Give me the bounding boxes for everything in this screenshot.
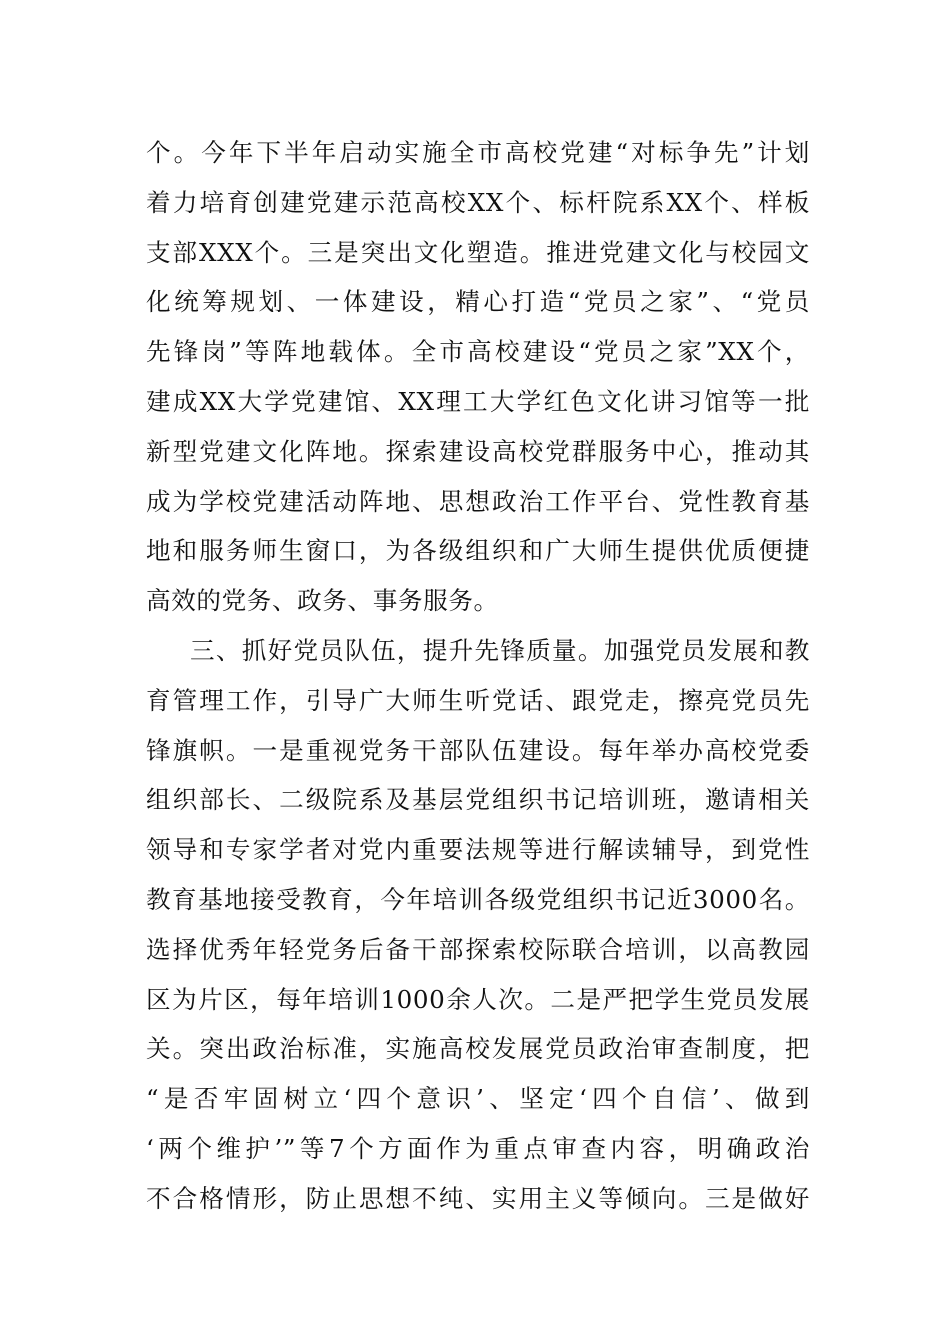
text-line: 个。今年下半年启动实施全市高校党建“对标争先”计划	[146, 138, 810, 167]
text-line: 区为片区，每年培训1000余人次。二是严把学生党员发展	[146, 984, 810, 1014]
text-line: 高效的党务、政务、事务服务。	[146, 586, 499, 616]
text-line: 新型党建文化阵地。探索建设高校党群服务中心，推动其	[146, 436, 810, 466]
text-line: 教育基地接受教育，今年培训各级党组织书记近3000名。	[146, 884, 810, 914]
paragraph-start-line: 三、抓好党员队伍，提升先锋质量。加强党员发展和教	[190, 635, 810, 665]
text-line: 成为学校党建活动阵地、思想政治工作平台、党性教育基	[146, 486, 810, 516]
text-line: 组织部长、二级院系及基层党组织书记培训班，邀请相关	[146, 785, 810, 815]
text-line: 领导和专家学者对党内重要法规等进行解读辅导，到党性	[146, 835, 810, 865]
body-text	[146, 128, 810, 1224]
text-line: 关。突出政治标准，实施高校发展党员政治审查制度，把	[146, 1034, 810, 1064]
text-line: 支部XXX个。三是突出文化塑造。推进党建文化与校园文	[146, 237, 810, 267]
text-line: 选择优秀年轻党务后备干部探索校际联合培训，以高教园	[146, 934, 810, 964]
text-line: ‘两个维护’”等7个方面作为重点审查内容，明确政治	[146, 1133, 810, 1163]
text-line: 着力培育创建党建示范高校XX个、标杆院系XX个、样板	[146, 187, 810, 217]
text-line: 化统筹规划、一体建设，精心打造“党员之家”、“党员	[146, 287, 810, 317]
text-line: 不合格情形，防止思想不纯、实用主义等倾向。三是做好	[146, 1183, 810, 1213]
text-line: 建成XX大学党建馆、XX理工大学红色文化讲习馆等一批	[146, 386, 810, 416]
text-line: 地和服务师生窗口，为各级组织和广大师生提供优质便捷	[146, 536, 810, 566]
text-line: 育管理工作，引导广大师生听党话、跟党走，擦亮党员先	[146, 685, 810, 715]
text-line: 锋旗帜。一是重视党务干部队伍建设。每年举办高校党委	[146, 735, 810, 765]
text-line: “是否牢固树立‘四个意识’、坚定‘四个自信’、做到	[146, 1084, 810, 1114]
text-line: 先锋岗”等阵地载体。全市高校建设“党员之家”XX个，	[146, 337, 810, 367]
